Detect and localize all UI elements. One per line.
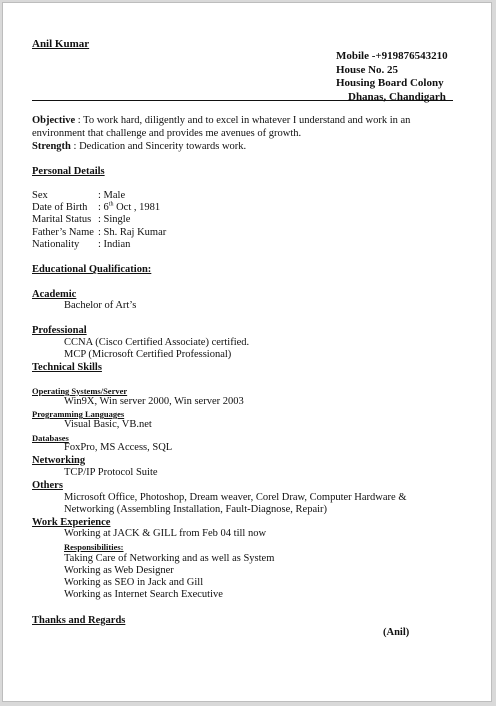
- father-value: : Sh. Raj Kumar: [98, 227, 167, 238]
- others-heading: Others: [32, 480, 63, 491]
- personal-marital-row: [32, 214, 130, 227]
- marital-key: Marital Status: [32, 214, 92, 225]
- responsibility-item: Working as Web Designer: [64, 565, 174, 576]
- colony: Housing Board Colony: [336, 77, 444, 89]
- work-company: Working at JACK & GILL from Feb 04 till now: [64, 528, 267, 539]
- strength-text: : Dedication and Sincerity towards work.: [70, 141, 247, 152]
- objective-label: Objective: [32, 115, 76, 126]
- responsibilities-heading: Responsibilities:: [64, 542, 124, 552]
- professional-item: MCP (Microsoft Certified Professional): [64, 349, 232, 360]
- academic-item: Bachelor of Art’s: [64, 300, 137, 311]
- professional-heading: Professional: [32, 325, 87, 336]
- nationality-key: Nationality: [32, 239, 80, 250]
- academic-heading: Academic: [32, 289, 77, 300]
- strength-label: Strength: [32, 141, 71, 152]
- dob-value-day: : 6: [98, 202, 109, 213]
- thanks-heading: Thanks and Regards: [32, 615, 126, 626]
- mobile-number: Mobile -+919876543210: [336, 50, 448, 62]
- signature: (Anil): [383, 627, 410, 638]
- networking-heading: Networking: [32, 455, 86, 466]
- house-number: House No. 25: [336, 63, 399, 76]
- objective-text: : To work hard, diligently and to excel in whatever I understand and work in an environment that challenge and provides me avenues of growth.: [32, 115, 411, 139]
- dob-value-rest: Oct , 1981: [113, 202, 161, 213]
- dob-key: Date of Birth: [32, 202, 88, 213]
- objective-paragraph: [32, 115, 432, 140]
- os-heading: Operating Systems/Server: [32, 386, 128, 396]
- networking-item: TCP/IP Protocol Suite: [64, 467, 158, 478]
- personal-father-row: [32, 227, 166, 240]
- responsibility-item: Working as SEO in Jack and Gill: [64, 577, 204, 588]
- candidate-name: Anil Kumar: [32, 38, 90, 50]
- technical-skills-heading: Technical Skills: [32, 362, 102, 373]
- programming-item: Visual Basic, VB.net: [64, 419, 152, 430]
- professional-item: CCNA (Cisco Certified Associate) certified.: [64, 337, 250, 348]
- marital-value: : Single: [98, 214, 131, 225]
- personal-details-heading: Personal Details: [32, 166, 105, 177]
- others-item: Microsoft Office, Photoshop, Dream weaver, Corel Draw, Computer Hardware &: [64, 492, 407, 503]
- dob-suffix: th: [108, 201, 114, 208]
- others-item: Networking (Assembling Installation, Fault-Diagnose, Repair): [64, 504, 328, 515]
- personal-dob-row: [32, 202, 160, 215]
- responsibility-item: Working as Internet Search Executive: [64, 589, 223, 600]
- strength-paragraph: [32, 141, 246, 154]
- contact-block: [336, 50, 448, 104]
- work-experience-heading: Work Experience: [32, 517, 111, 528]
- databases-heading: Databases: [32, 433, 69, 443]
- sex-key: Sex: [32, 190, 48, 201]
- responsibility-item: Taking Care of Networking and as well as System: [64, 553, 275, 564]
- os-item: Win9X, Win server 2000, Win server 2003: [64, 396, 244, 407]
- programming-heading: Programming Languages: [32, 409, 125, 419]
- databases-item: FoxPro, MS Access, SQL: [64, 442, 173, 453]
- city: Dhanas, Chandigarh: [348, 90, 446, 103]
- sex-value: : Male: [98, 190, 126, 201]
- personal-nationality-row: [32, 239, 130, 252]
- resume-page: [2, 2, 492, 702]
- father-key: Father’s Name: [32, 227, 94, 238]
- education-heading: Educational Qualification:: [32, 264, 152, 275]
- nationality-value: : Indian: [98, 239, 131, 250]
- header-divider: [32, 100, 453, 101]
